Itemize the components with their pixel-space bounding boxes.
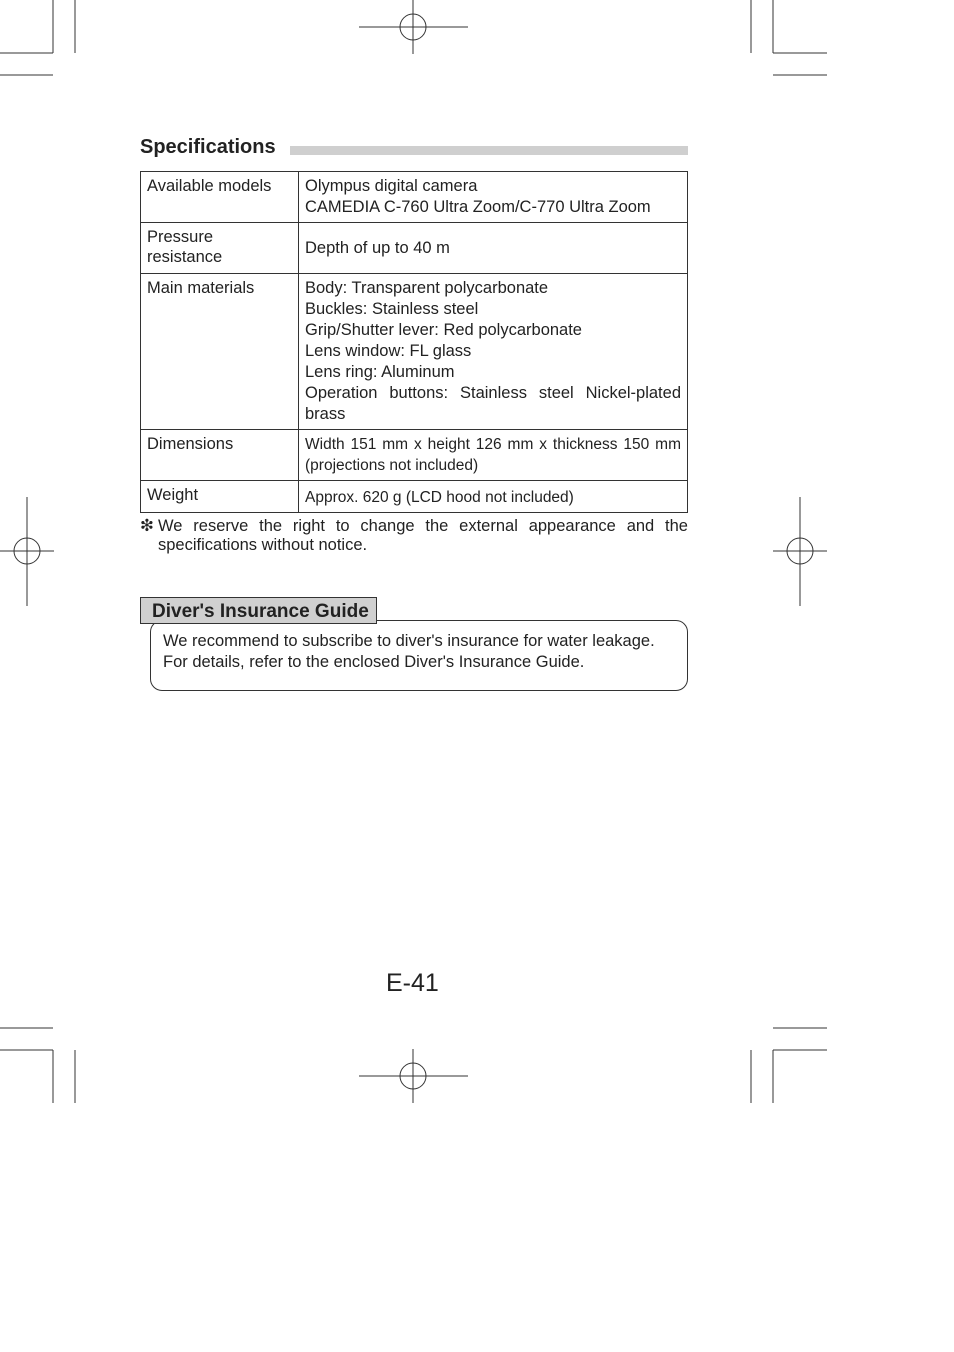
table-row — [141, 172, 688, 223]
asterisk-icon: ❇ — [140, 517, 154, 535]
table-row — [141, 481, 688, 513]
row-value — [299, 274, 688, 430]
insurance-line: For details, refer to the enclosed Diver's Insurance Guide. — [163, 653, 585, 671]
value-line: Olympus digital camera — [305, 177, 478, 195]
heading-rule — [290, 146, 688, 155]
section-title: Specifications — [140, 136, 276, 158]
value-line: Operation buttons: Stainless steel Nickel-plated brass — [305, 384, 681, 423]
notice — [140, 517, 688, 555]
table-row — [141, 223, 688, 274]
row-label: Dimensions — [141, 430, 299, 481]
row-label: Available models — [141, 172, 299, 223]
row-value: Approx. 620 g (LCD hood not included) — [299, 481, 688, 513]
row-value — [299, 172, 688, 223]
value-line: Lens ring: Aluminum — [305, 363, 455, 381]
label-line: resistance — [147, 248, 223, 266]
row-value: Width 151 mm x height 126 mm x thickness 150 mm (projections not included) — [299, 430, 688, 481]
section-header — [140, 136, 688, 162]
row-label: Main materials — [141, 274, 299, 430]
table-row — [141, 430, 688, 481]
value-line: Lens window: FL glass — [305, 342, 472, 360]
insurance-text — [163, 631, 683, 673]
notice-text: We reserve the right to change the external appearance and the specifications without notice. — [158, 517, 688, 554]
value-line: Body: Transparent polycarbonate — [305, 279, 549, 297]
specifications-table — [140, 171, 688, 513]
table-row — [141, 274, 688, 430]
value-line: CAMEDIA C-760 Ultra Zoom/C-770 Ultra Zoom — [305, 198, 651, 216]
page-number: E-41 — [386, 969, 439, 997]
row-value: Depth of up to 40 m — [299, 223, 688, 274]
insurance-title: Diver's Insurance Guide — [140, 597, 377, 624]
label-line: Pressure — [147, 228, 214, 246]
row-label: Weight — [141, 481, 299, 513]
insurance-line: We recommend to subscribe to diver's insurance for water leakage. — [163, 632, 655, 650]
value-line: Buckles: Stainless steel — [305, 300, 479, 318]
row-label — [141, 223, 299, 274]
value-line: Grip/Shutter lever: Red polycarbonate — [305, 321, 582, 339]
